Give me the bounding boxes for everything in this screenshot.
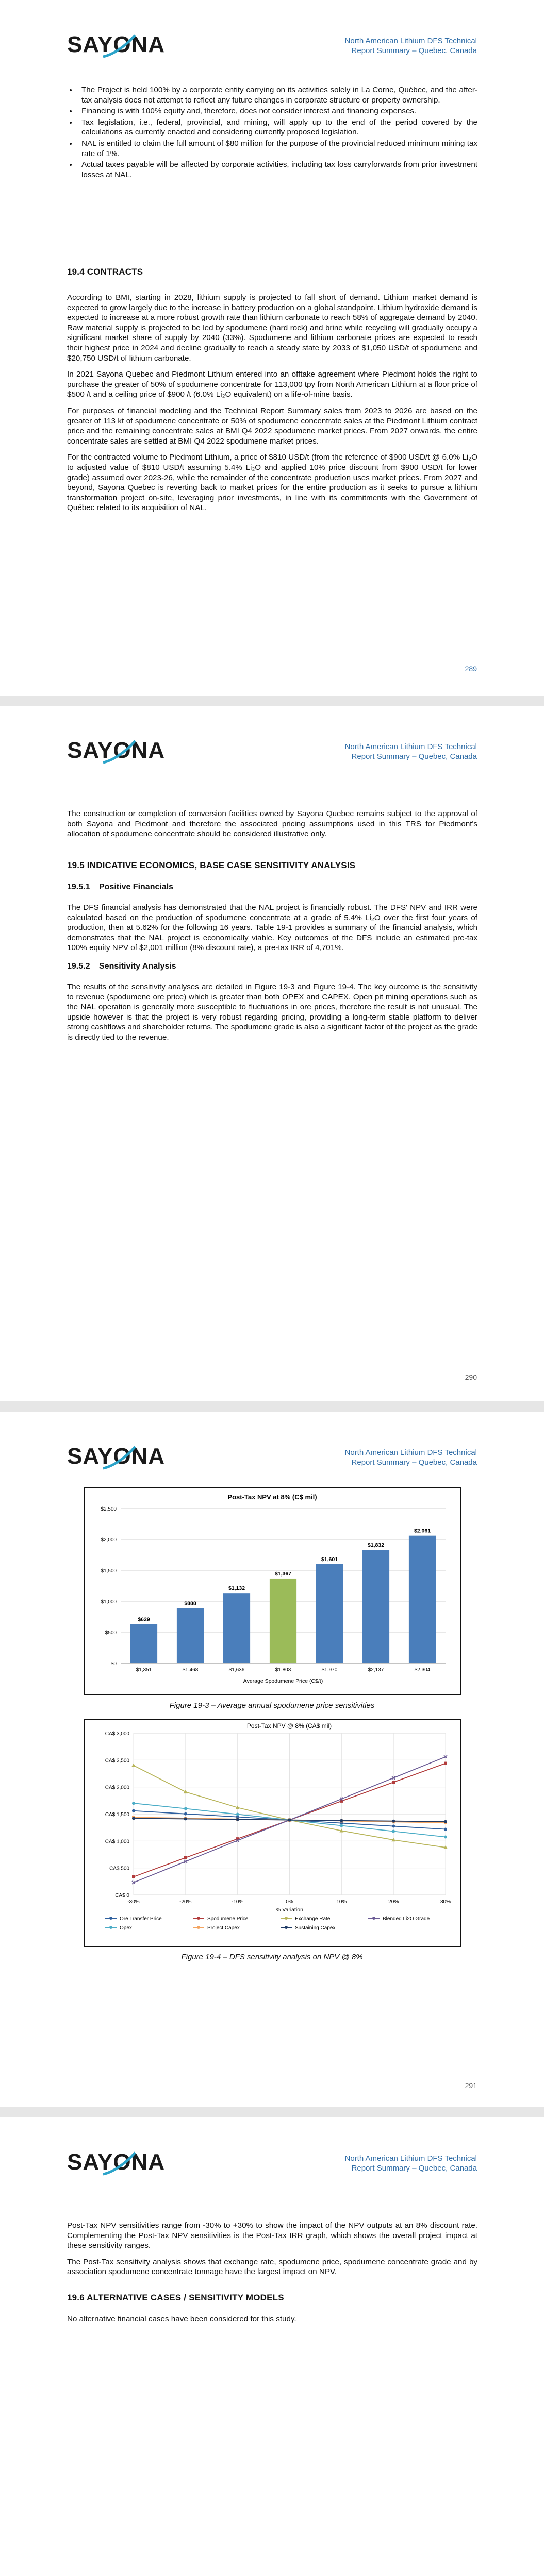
bar [130, 1624, 157, 1663]
section-heading-alternative-cases: 19.6 ALTERNATIVE CASES / SENSITIVITY MODELS [67, 2293, 284, 2302]
page-number: 291 [465, 2081, 477, 2090]
header-line1: North American Lithium DFS Technical [344, 2154, 477, 2163]
page-number: 289 [465, 665, 477, 673]
report-header [345, 36, 477, 56]
legend-marker [109, 1917, 112, 1920]
legend-marker [372, 1917, 375, 1920]
bar [223, 1593, 250, 1663]
legend-label: Exchange Rate [295, 1916, 331, 1922]
paragraph: For the contracted volume to Piedmont Lithium, a price of $810 USD/t (from the reference of $900 USD/t @ 6.0% Li₂O to adjusted value of $810 USD/t assuming 5.4% Li₂O and applied 10% price discount from $900 USD/t for lower grade) assumed over 2023-26, while the remainder of the concentrate production uses market prices. From 2027 and beyond, Sayona Quebec is reverting back to market prices for the entire production as it seeks to pursue a lithium transformation project on-site, leveraging prior investments, in line with its commitments with the Government of Québec related to its acquisition of NAL. [67, 453, 477, 513]
data-point [444, 1835, 447, 1838]
data-point [444, 1762, 447, 1765]
data-point [236, 1818, 239, 1821]
legend-label: Project Capex [207, 1925, 240, 1931]
section-heading-contracts: 19.4 CONTRACTS [67, 267, 143, 277]
header-line2: Report Summary – Quebec, Canada [351, 1458, 477, 1467]
legend-marker [285, 1917, 288, 1920]
x-tick-label: 10% [336, 1899, 347, 1905]
subsection-number: 19.5.2 [67, 962, 90, 971]
bullet-item: • NAL is entitled to claim the full amount of $80 million for the purpose of the provincial reduced minimum mining tax rate of 1%. [77, 139, 477, 159]
data-point [132, 1875, 135, 1878]
data-point [392, 1781, 395, 1784]
page-290 [0, 706, 544, 1401]
subsection-title: Positive Financials [99, 883, 174, 891]
data-point [444, 1820, 447, 1823]
data-point [132, 1817, 135, 1820]
bar-data-label: $629 [138, 1616, 150, 1623]
x-tick-label: $1,468 [182, 1667, 199, 1673]
page-number: 290 [465, 1373, 477, 1381]
paragraph: In 2021 Sayona Quebec and Piedmont Lithium entered into an offtake agreement where Piedmont holds the right to purchase the greater of 50% of spodumene concentrate for 113,000 tpy from North American Lithium at a floor price of $500 /t and a ceiling price of $900 /t (6.0% Li₂O equivalent) on a life-of-mine basis. [67, 370, 477, 399]
subsection-heading-sensitivity [67, 961, 477, 972]
legend-label: Sustaining Capex [295, 1925, 336, 1931]
sayona-logo [67, 25, 166, 61]
x-axis-label: % Variation [276, 1907, 303, 1913]
legend-label: Spodumene Price [207, 1916, 249, 1922]
data-point [340, 1824, 343, 1827]
bar-data-label: $1,601 [321, 1556, 338, 1563]
bullet-item: • Tax legislation, i.e., federal, provincial, and mining, will apply up to the end of the period covered by the calculations as currently enacted and considering currently proposed legislation. [77, 117, 477, 138]
data-point [131, 1764, 136, 1767]
x-tick-label: -10% [231, 1899, 244, 1905]
y-tick-label: $1,500 [101, 1568, 117, 1574]
x-tick-label: $1,803 [275, 1667, 291, 1673]
data-point [236, 1813, 239, 1816]
legend-label: Ore Transfer Price [120, 1916, 162, 1922]
data-point [444, 1828, 447, 1831]
logo-swoosh-icon [98, 1446, 139, 1470]
header-line1: North American Lithium DFS Technical [344, 37, 477, 45]
data-point [392, 1829, 395, 1833]
subsection-title: Sensitivity Analysis [99, 962, 176, 971]
paragraph: No alternative financial cases have been considered for this study. [67, 2315, 296, 2324]
data-point [132, 1802, 135, 1805]
header-line2: Report Summary – Quebec, Canada [351, 752, 477, 761]
report-header [345, 742, 477, 761]
paragraph: Post-Tax NPV sensitivities range from -30% to +30% to show the impact of the NPV outputs at an 8% discount rate. Complementing the Post-Tax NPV sensitivities is the Post-Tax IRR graph, which shows the overall project impact at these sensitivity ranges. [67, 2221, 477, 2250]
y-tick-label: $0 [110, 1661, 117, 1667]
figure-19-4-chart [84, 1719, 461, 1947]
legend-label: Opex [120, 1925, 132, 1931]
legend-marker [197, 1926, 200, 1929]
legend-marker [285, 1926, 288, 1929]
header-line2: Report Summary – Quebec, Canada [351, 46, 477, 55]
sayona-logo [67, 2142, 166, 2178]
bar-data-label: $1,367 [274, 1570, 292, 1577]
bar [270, 1579, 296, 1663]
x-tick-label: 30% [440, 1899, 451, 1905]
paragraph: The Post-Tax sensitivity analysis shows that exchange rate, spodumene price, spodumene concentrate grade and by association spodumene concentrate tonnage have the largest impact on NPV. [67, 2257, 477, 2277]
logo-swoosh-icon [98, 2151, 139, 2176]
y-tick-label: $2,500 [101, 1506, 117, 1512]
data-point [184, 1807, 187, 1810]
y-tick-label: CA$ 0 [115, 1893, 129, 1899]
y-tick-label: CA$ 500 [109, 1866, 129, 1872]
x-tick-label: 0% [286, 1899, 293, 1905]
logo-text: SAYONA [67, 32, 166, 57]
bar [362, 1550, 389, 1663]
logo-text: SAYONA [67, 1444, 166, 1469]
x-tick-label: -20% [179, 1899, 192, 1905]
bar [409, 1536, 436, 1663]
figure-19-3-chart [84, 1487, 461, 1695]
report-header [345, 1448, 477, 1467]
paragraph: According to BMI, starting in 2028, lithium supply is projected to fall short of demand. Lithium market demand is expected to grow largely due to the increase in battery production on a global standpoint. Lithium hydroxide demand is expected to increase at a more robust growth rate than lithium carbonate to reach 58% of aggregate demand by 2040. Raw material supply is projected to be led by spodumene (hard rock) and brine while recycling will gradually occupy a significant market share of supply by 2040 (33%). Spodumene and lithium carbonate prices are expected to reach their highest price in 2024 and decline gradually to reach a steady state by 2033 of $1,050 USD/t of spodumene and $20,750 USD/t of lithium carbonate. [67, 293, 477, 363]
x-tick-label: $1,970 [321, 1667, 338, 1673]
chart-title: Post-Tax NPV at 8% (C$ mil) [227, 1493, 317, 1501]
bar [316, 1564, 343, 1663]
y-tick-label: CA$ 1,500 [105, 1812, 129, 1818]
bar-data-label: $1,132 [228, 1585, 245, 1592]
header-line1: North American Lithium DFS Technical [344, 742, 477, 751]
x-tick-label: $2,137 [368, 1667, 384, 1673]
y-tick-label: CA$ 2,500 [105, 1758, 129, 1764]
chart-title: Post-Tax NPV @ 8% (CA$ mil) [246, 1722, 332, 1730]
logo-swoosh-icon [98, 34, 139, 59]
bullet-item: • Financing is with 100% equity and, therefore, does not consider interest and financing expenses. [77, 106, 477, 116]
y-tick-label: $500 [105, 1630, 117, 1636]
paragraph: The construction or completion of conversion facilities owned by Sayona Quebec remains subject to the approval of both Sayona and Piedmont and therefore the associated pricing assumptions used in this TRS for Piedmont's allocation of spodumene concentrate should be considered illustrative only. [67, 809, 477, 839]
x-tick-label: $1,351 [136, 1667, 152, 1673]
report-header [345, 2154, 477, 2173]
data-point [184, 1817, 187, 1820]
data-point [288, 1819, 291, 1822]
header-line2: Report Summary – Quebec, Canada [351, 2164, 477, 2173]
legend-marker [109, 1926, 112, 1929]
logo-text: SAYONA [67, 2149, 166, 2175]
figure-caption: Figure 19-4 – DFS sensitivity analysis on NPV @ 8% [181, 1953, 363, 1961]
paragraph: For purposes of financial modeling and the Technical Report Summary sales from 2023 to 2026 are based on the greater of 113 kt of spodumene concentrate or 50% of spodumene concentrate sales at the Piedmont Lithium contract price and the remaining concentrate sales at BMI Q4 2022 spodumene market prices. From 2027 onwards, the entire concentrate sales are settled at BMI Q4 2022 spodumene market prices. [67, 406, 477, 446]
subsection-number: 19.5.1 [67, 883, 90, 891]
assumption-bullets [67, 85, 477, 181]
sayona-logo [67, 731, 166, 767]
figure-caption: Figure 19-3 – Average annual spodumene price sensitivities [169, 1701, 375, 1710]
x-axis-label: Average Spodumene Price (C$/t) [243, 1678, 323, 1684]
paragraph: The DFS financial analysis has demonstrated that the NAL project is financially robust. The DFS' NPV and IRR were calculated based on the production of spodumene concentrate at a grade of 5.4% Li₂O over the first four years of production, then at 5.62% for the following 16 years. Table 19-1 provides a summary of the financial analysis, which demonstrates that the NAL project is economically viable. Key outcomes of the DFS include an estimated pre-tax 100% equity NPV of $2,001 million (8% discount rate), a pre-tax IRR of 4,701%. [67, 903, 477, 953]
section-heading-economics: 19.5 INDICATIVE ECONOMICS, BASE CASE SENSITIVITY ANALYSIS [67, 860, 356, 870]
x-tick-label: 20% [388, 1899, 399, 1905]
data-point [132, 1809, 135, 1812]
page-291 [0, 1412, 544, 2107]
y-tick-label: $1,000 [101, 1599, 117, 1605]
header-line1: North American Lithium DFS Technical [344, 1448, 477, 1457]
legend-label: Blended Li2O Grade [383, 1916, 430, 1922]
x-tick-label: $1,636 [228, 1667, 245, 1673]
data-point [184, 1856, 187, 1859]
logo-swoosh-icon [98, 740, 139, 765]
data-point [392, 1825, 395, 1828]
page-292 [0, 2117, 544, 2576]
data-point [340, 1819, 343, 1822]
x-tick-label: -30% [127, 1899, 140, 1905]
contracts-text [67, 293, 477, 519]
bar-data-label: $1,832 [367, 1542, 385, 1549]
data-point [392, 1820, 395, 1823]
bullet-item: • The Project is held 100% by a corporate entity carrying on its activities solely in La Corne, Québec, and the after-tax analysis does not attempt to reflect any future changes in corporate structure or property ownership. [77, 85, 477, 105]
bar-data-label: $888 [184, 1600, 196, 1607]
logo-text: SAYONA [67, 738, 166, 763]
bar-chart-svg [85, 1488, 460, 1694]
line-chart-svg [85, 1720, 460, 1946]
y-tick-label: $2,000 [101, 1537, 117, 1543]
sayona-logo [67, 1436, 166, 1472]
paragraph: The results of the sensitivity analyses are detailed in Figure 19-3 and Figure 19-4. The key outcome is the sensitivity to revenue (spodumene ore price) which is greater than both OPEX and CAPEX. Open pit mining operations such as the NAL operation is generally more susceptible to fluctuations in ore prices, therefore the result is not unusual. The upside however is that the project is very robust regarding pricing, providing a long-term stable platform to deliver strong cashflows and shareholder returns. The spodumene grade is also a significant factor of the project as the grade is directly tied to the revenue. [67, 982, 477, 1042]
bullet-item: • Actual taxes payable will be affected by corporate activities, including tax loss carryforwards from prior investment losses at NAL. [77, 160, 477, 180]
page-289 [0, 0, 544, 696]
y-tick-label: CA$ 1,000 [105, 1839, 129, 1845]
legend-marker [197, 1917, 200, 1920]
bar-data-label: $2,061 [414, 1528, 431, 1534]
subsection-heading-positive-financials [67, 882, 477, 892]
y-tick-label: CA$ 2,000 [105, 1785, 129, 1791]
bar [177, 1608, 204, 1663]
x-tick-label: $2,304 [414, 1667, 431, 1673]
data-point [184, 1812, 187, 1816]
y-tick-label: CA$ 3,000 [105, 1731, 129, 1737]
